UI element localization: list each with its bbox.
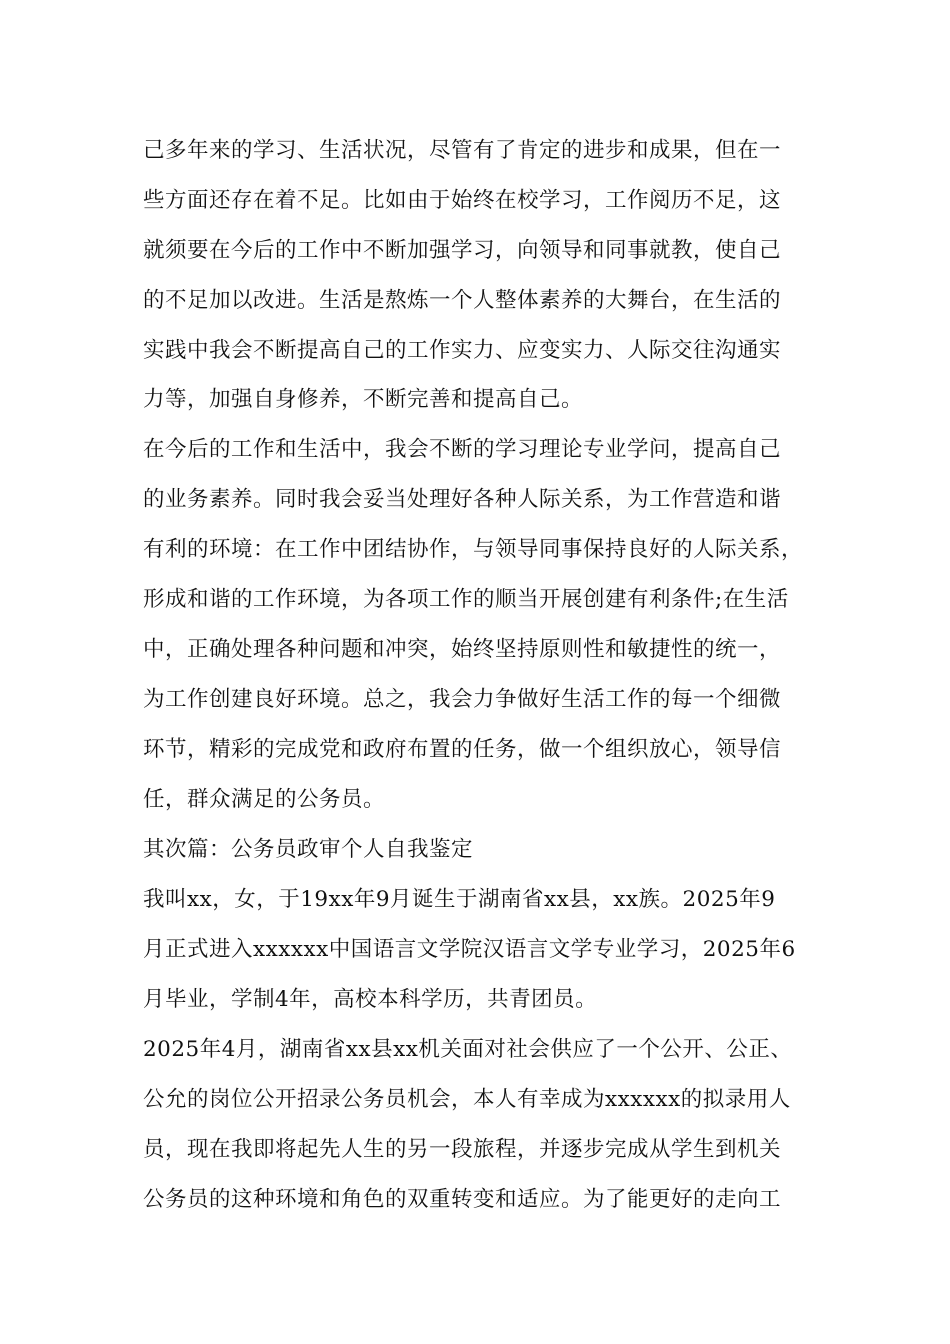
text-line-17: 月正式进入xxxxxx中国语言文学院汉语言文学专业学习，2025年6: [143, 937, 796, 962]
text-line-16: 我叫xx，女，于19xx年9月诞生于湖南省xx县，xx族。2025年9: [143, 887, 776, 912]
text-line-8: 的业务素养。同时我会妥当处理好各种人际关系，为工作营造和谐: [143, 487, 782, 512]
text-line-5: 实践中我会不断提高自己的工作实力、应变实力、人际交往沟通实: [143, 338, 782, 363]
text-line-20: 公允的岗位公开招录公务员机会，本人有幸成为xxxxxx的拟录用人: [143, 1087, 791, 1112]
text-line-10: 形成和谐的工作环境，为各项工作的顺当开展创建有利条件;在生活: [143, 587, 789, 612]
text-line-2: 些方面还存在着不足。比如由于始终在校学习，工作阅历不足，这: [143, 188, 782, 213]
text-line-14: 任，群众满足的公务员。: [143, 787, 386, 812]
text-line-21: 员，现在我即将起先人生的另一段旅程，并逐步完成从学生到机关: [143, 1137, 782, 1162]
text-line-22: 公务员的这种环境和角色的双重转变和适应。为了能更好的走向工: [143, 1187, 782, 1212]
text-line-3: 就须要在今后的工作中不断加强学习，向领导和同事就教，使自己: [143, 238, 782, 263]
text-line-1: 己多年来的学习、生活状况，尽管有了肯定的进步和成果，但在一: [143, 138, 782, 163]
text-line-12: 为工作创建良好环境。总之，我会力争做好生活工作的每一个细微: [143, 687, 782, 712]
text-line-7: 在今后的工作和生活中，我会不断的学习理论专业学问，提高自己: [143, 437, 782, 462]
text-line-6: 力等，加强自身修养，不断完善和提高自己。: [143, 387, 584, 412]
text-line-19: 2025年4月，湖南省xx县xx机关面对社会供应了一个公开、公正、: [143, 1037, 793, 1062]
text-line-4: 的不足加以改进。生活是熬炼一个人整体素养的大舞台，在生活的: [143, 288, 782, 313]
text-line-13: 环节，精彩的完成党和政府布置的任务，做一个组织放心，领导信: [143, 737, 782, 762]
section-heading: 其次篇：公务员政审个人自我鉴定: [143, 837, 474, 862]
text-line-11: 中，正确处理各种问题和冲突，始终坚持原则性和敏捷性的统一，: [143, 637, 782, 662]
text-line-18: 月毕业，学制4年，高校本科学历，共青团员。: [143, 987, 598, 1012]
text-line-9: 有利的环境：在工作中团结协作，与领导同事保持良好的人际关系，: [143, 537, 804, 562]
